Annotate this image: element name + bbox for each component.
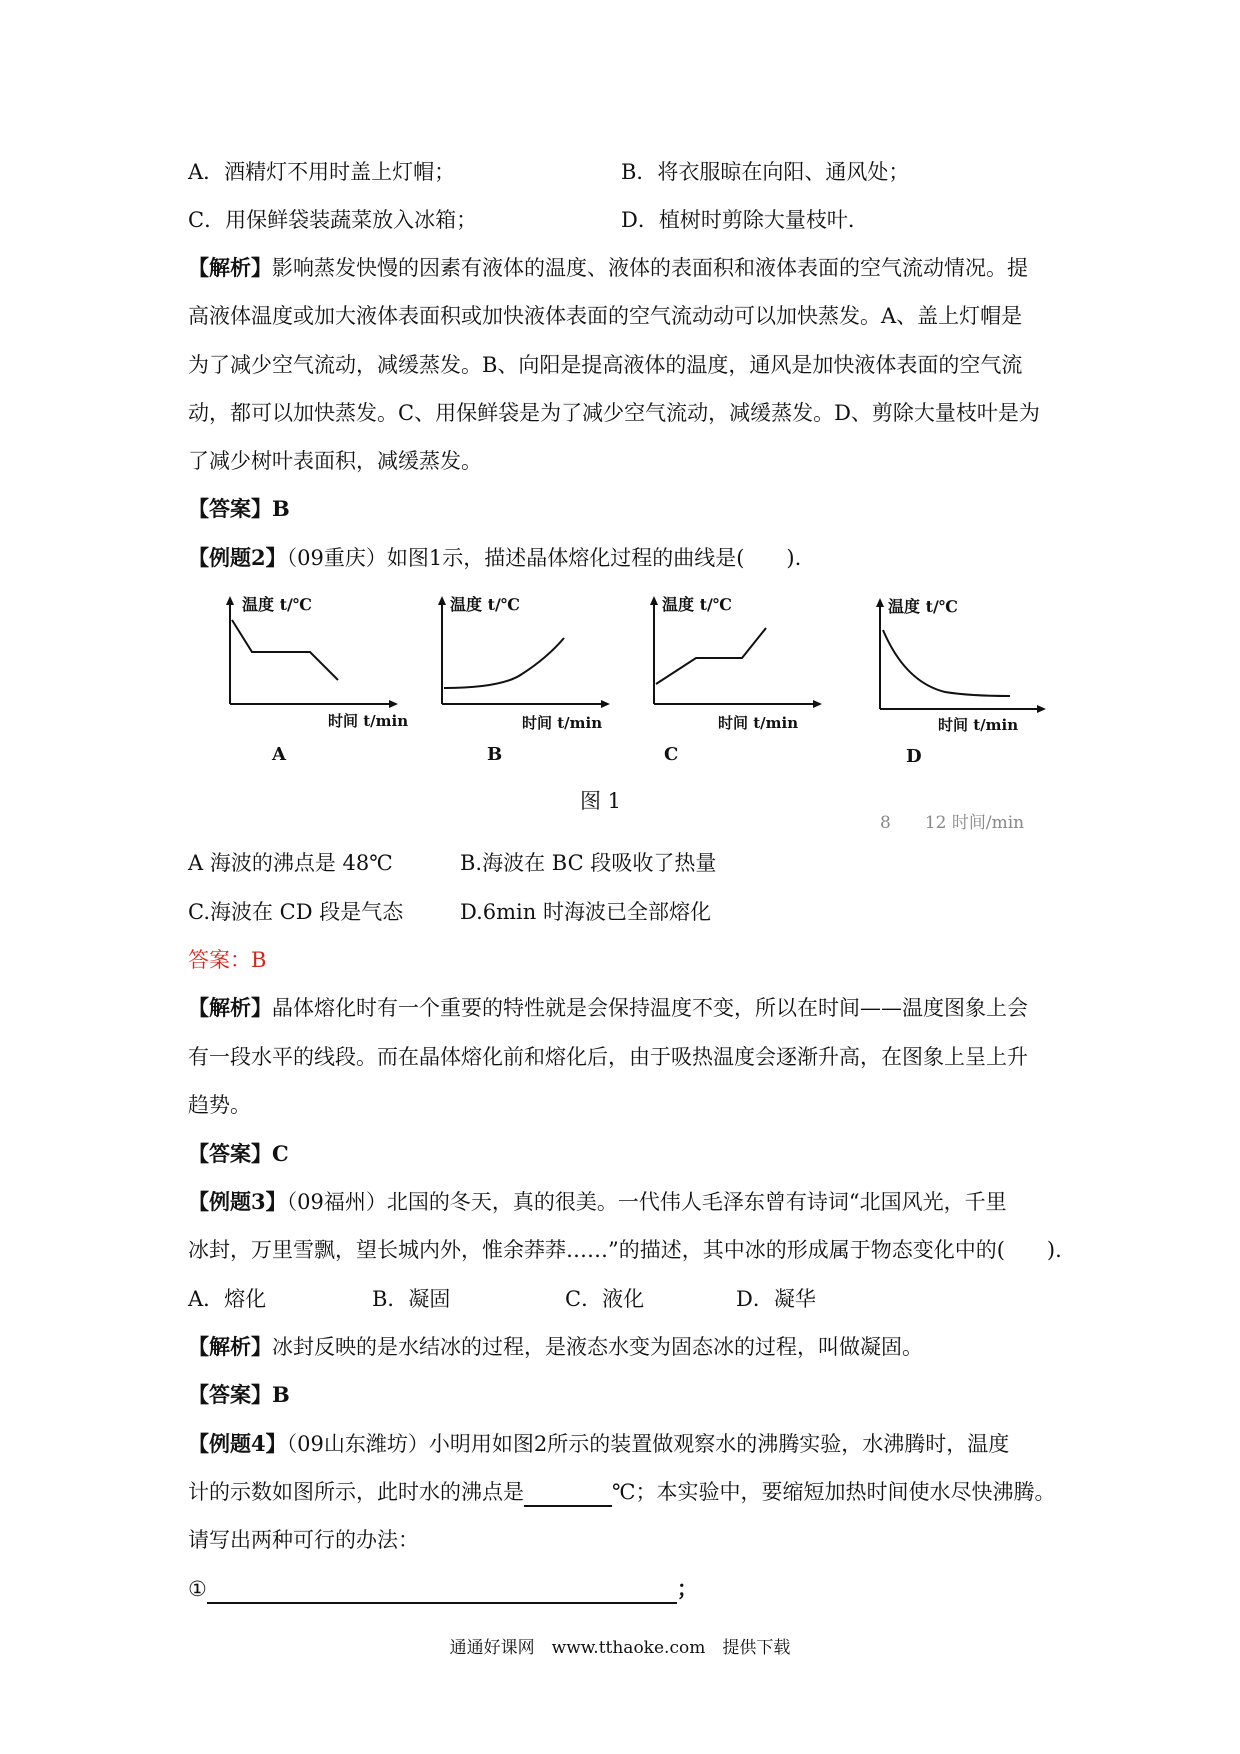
q3-stem-line-2: 冰封，万里雪飘，望长城内外，惟余莽莽……”的描述，其中冰的形成属于物态变化中的( ). [188,1238,1062,1262]
q1-option-d: D．植树时剪除大量枝叶． [621,208,869,232]
q1-option-c: C．用保鲜袋装蔬菜放入冰箱； [188,208,478,232]
graph-b-ylabel: 温度 t/℃ [450,595,520,614]
graph-d-plot [850,592,1050,762]
graph-b [412,592,612,765]
graph-c-xlabel: 时间 t/min [718,714,799,732]
q2-options-row-2 [188,897,1064,927]
question-text: （09山东潍坊）小明用如图2所示的装置做观察水的沸腾实验，水沸腾时，温度 [286,1432,1010,1456]
graph-c [624,592,824,765]
q3-options-row [188,1284,1064,1314]
q4-answer-line-1 [188,1574,1064,1604]
curve-c [656,628,766,684]
graph-a-letter: A [272,744,286,765]
method-1-blank[interactable] [207,1578,677,1604]
x-axis-arrow [813,700,822,708]
q1-analysis-line-3: 为了减少空气流动，减缓蒸发。B、向阳是提高液体的温度，通风是加快液体表面的空气流 [188,353,1023,377]
graph-a-ylabel: 温度 t/℃ [242,595,312,614]
q2-options-row-1 [188,848,1064,878]
y-axis-arrow [226,596,234,605]
y-axis-arrow [650,596,658,605]
q4-stem-line-2 [188,1477,1064,1507]
q1-options-row-2 [188,205,1064,235]
graph-d [850,592,1050,767]
analysis-tag: 【解析】 [188,255,272,280]
x-axis-arrow [389,700,398,708]
graph-b-plot [412,592,612,762]
page-footer: 通通好课网 www.tthaoke.com 提供下载 [449,1638,791,1658]
graph-b-xlabel: 时间 t/min [522,714,603,732]
graph-b-letter: B [487,744,503,765]
stray-axis-fragment: 8 12 时间/min [880,813,1025,833]
x-axis-arrow [1037,705,1046,713]
x-axis-arrow [601,700,610,708]
question-tag: 【例题3】 [188,1189,287,1214]
q2-option-b: B.海波在 BC 段吸收了热量 [460,851,717,875]
boiling-point-blank[interactable] [524,1481,612,1507]
question-text: （09重庆）如图1示，描述晶体熔化过程的曲线是( ). [286,546,802,570]
q3-option-a: A．熔化 [188,1287,267,1311]
q3-answer: 【答案】B [188,1382,290,1407]
analysis-text: 冰封反映的是水结冰的过程，是液态水变为固态冰的过程，叫做凝固。 [272,1335,923,1359]
analysis-tag: 【解析】 [188,995,272,1020]
q2-analysis-line-1 [188,993,1064,1023]
graph-d-letter: D [906,746,922,767]
curve-b [444,638,564,688]
circled-one: ① [188,1577,207,1601]
q2-analysis-line-2: 有一段水平的线段。而在晶体熔化前和熔化后，由于吸热温度会逐渐升高，在图象上呈上升 [188,1045,1028,1069]
semicolon: ； [676,1576,698,1601]
q3-option-c: C．液化 [565,1287,645,1311]
graph-d-ylabel: 温度 t/℃ [888,597,958,616]
y-axis-arrow [876,598,884,607]
q1-options-row-1 [188,157,1064,187]
q3-analysis [188,1332,1064,1362]
figure-1-caption: 图 1 [580,789,622,813]
analysis-tag: 【解析】 [188,1334,272,1359]
q4-stem-post: ℃；本实验中，要缩短加热时间使水尽快沸腾。 [612,1480,1056,1504]
curve-a [232,620,338,680]
question-tag: 【例题4】 [188,1431,287,1456]
graph-c-letter: C [664,744,679,765]
curve-d [883,630,1010,696]
graph-a-xlabel: 时间 t/min [328,712,409,730]
figure-1-graphs [200,592,1080,792]
q1-option-b: B．将衣服晾在向阳、通风处； [621,160,910,184]
q3-option-d: D．凝华 [736,1287,816,1311]
graph-c-ylabel: 温度 t/℃ [662,595,732,614]
analysis-text: 晶体熔化时有一个重要的特性就是会保持温度不变，所以在时间——温度图象上会 [272,996,1028,1020]
q3-stem-line-1 [188,1187,1064,1217]
q1-analysis-line-4: 动，都可以加快蒸发。C、用保鲜袋是为了减少空气流动，减缓蒸发。D、剪除大量枝叶是为 [188,401,1040,425]
q1-analysis-line-1 [188,253,1064,283]
q1-answer: 【答案】B [188,496,290,521]
question-tag: 【例题2】 [188,545,287,570]
analysis-text: 影响蒸发快慢的因素有液体的温度、液体的表面积和液体表面的空气流动情况。提 [272,256,1028,280]
q2-option-d: D.6min 时海波已全部熔化 [460,900,711,924]
question-text: （09福州）北国的冬天，真的很美。一代伟人毛泽东曾有诗词“北国风光，千里 [286,1190,1007,1214]
q3-option-b: B．凝固 [372,1287,451,1311]
q2-analysis-line-3: 趋势。 [188,1093,251,1117]
q2-answer: 【答案】C [188,1141,289,1166]
q4-stem-line-1 [188,1429,1064,1459]
q1-option-a: A．酒精灯不用时盖上灯帽； [188,160,456,184]
graph-d-xlabel: 时间 t/min [938,716,1019,734]
graph-a [200,592,409,765]
q1-analysis-line-5: 了减少树叶表面积，减缓蒸发。 [188,449,482,473]
q2-stem [188,543,1064,573]
graph-c-plot [624,592,824,762]
q2-option-c: C.海波在 CD 段是气态 [188,900,404,924]
q2-option-a: A 海波的沸点是 48℃ [188,851,393,875]
y-axis-arrow [438,596,446,605]
graph-a-plot [200,592,400,762]
q4-stem-pre: 计的示数如图所示，此时水的沸点是 [188,1480,524,1504]
q1-analysis-line-2: 高液体温度或加大液体表面积或加快液体表面的空气流动动可以加快蒸发。A、盖上灯帽是 [188,304,1023,328]
q2-red-answer: 答案：B [188,948,267,972]
q4-stem-line-3: 请写出两种可行的办法： [188,1528,419,1552]
